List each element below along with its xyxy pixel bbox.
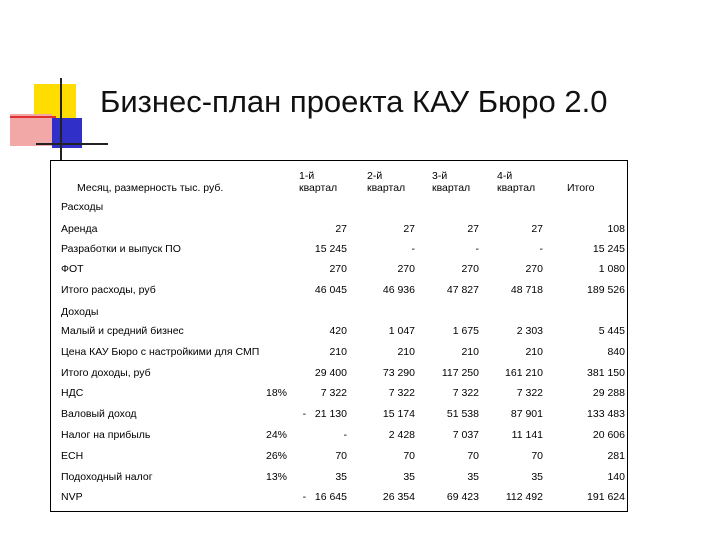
table-cell: 15 245	[592, 243, 625, 255]
table-cell: 51 538	[446, 408, 479, 420]
table-cell: 27	[531, 223, 543, 235]
table-cell: 7 322	[516, 387, 543, 399]
table-cell: -	[411, 243, 415, 255]
table-cell: 270	[525, 263, 543, 275]
row-rate: 24%	[266, 429, 288, 441]
row-rate: 13%	[266, 471, 288, 483]
table-cell: - 16 645	[302, 491, 347, 503]
table-cell: 70	[335, 450, 347, 462]
table-cell: 210	[329, 346, 347, 358]
row-label: Цена КАУ Бюро с настройкими для СМП	[61, 346, 260, 358]
table-cell: 270	[397, 263, 415, 275]
table-cell: 2 303	[516, 325, 543, 337]
table-cell: 2 428	[388, 429, 415, 441]
table-cell: 70	[403, 450, 415, 462]
row-label: Расходы	[61, 201, 104, 213]
column-header: 2-й квартал	[367, 170, 406, 194]
decor-red-line	[10, 116, 56, 118]
table-cell: 381 150	[587, 367, 625, 379]
table-cell: 7 322	[320, 387, 347, 399]
table-cell: 117 250	[441, 367, 479, 379]
table-header-label: Месяц, размерность тыс. руб.	[77, 182, 224, 194]
table-cell: 210	[525, 346, 543, 358]
table-cell: 1 675	[452, 325, 479, 337]
row-label: Подоходный налог	[61, 471, 153, 483]
table-cell: -	[343, 429, 347, 441]
table-cell: 1 080	[598, 263, 625, 275]
table-cell: 5 445	[598, 325, 625, 337]
table-cell: 420	[329, 325, 347, 337]
table-cell: 15 174	[382, 408, 415, 420]
table-cell: 35	[335, 471, 347, 483]
row-label: Малый и средний бизнес	[61, 325, 184, 337]
row-rate: 26%	[266, 450, 288, 462]
table-cell: 27	[403, 223, 415, 235]
table-cell: 140	[607, 471, 625, 483]
page-title: Бизнес-план проекта КАУ Бюро 2.0	[100, 84, 608, 119]
table-cell: 70	[467, 450, 479, 462]
table-cell: 46 936	[382, 284, 415, 296]
table-cell: 46 045	[314, 284, 347, 296]
table-cell: 191 624	[587, 491, 625, 503]
row-label: Итого расходы, руб	[61, 284, 156, 296]
table-cell: 840	[607, 346, 625, 358]
table-cell: 35	[403, 471, 415, 483]
table-cell: 210	[461, 346, 479, 358]
table-cell: 210	[397, 346, 415, 358]
table-cell: 69 423	[446, 491, 479, 503]
table-cell: 1 047	[388, 325, 415, 337]
row-label: Доходы	[61, 306, 99, 318]
table-cell: 15 245	[314, 243, 347, 255]
table-cell: 281	[607, 450, 625, 462]
table-cell: 7 037	[452, 429, 479, 441]
column-header: 4-й квартал	[497, 170, 536, 194]
table-cell: 35	[467, 471, 479, 483]
table-cell: 112 492	[505, 491, 543, 503]
decor-vertical-line	[60, 78, 62, 160]
column-header: Итого	[567, 182, 595, 194]
decor-horizontal-line	[36, 143, 108, 145]
table-cell: 47 827	[446, 284, 479, 296]
table-cell: 189 526	[587, 284, 625, 296]
row-label: ЕСН	[61, 450, 84, 462]
row-label: Налог на прибыль	[61, 429, 151, 441]
table-cell: 108	[607, 223, 625, 235]
table-cell: 27	[335, 223, 347, 235]
table-cell: -	[475, 243, 479, 255]
table-cell: 270	[461, 263, 479, 275]
row-label: ФОТ	[61, 263, 84, 275]
table-cell: 70	[531, 450, 543, 462]
decor-red-square	[10, 114, 52, 146]
table-cell: 270	[329, 263, 347, 275]
table-cell: 161 210	[505, 367, 543, 379]
table-cell: 20 606	[592, 429, 625, 441]
table-cell: 11 141	[511, 429, 543, 441]
business-plan-table	[50, 160, 628, 512]
row-label: Итого доходы, руб	[61, 367, 151, 379]
table-cell: 29 400	[314, 367, 347, 379]
column-header: 3-й квартал	[432, 170, 471, 194]
table-cell: 87 901	[510, 408, 543, 420]
table-cell: - 21 130	[302, 408, 347, 420]
table-cell: 133 483	[587, 408, 625, 420]
table-cell: 29 288	[592, 387, 625, 399]
row-label: Разработки и выпуск ПО	[61, 243, 181, 255]
row-label: НДС	[61, 387, 84, 399]
row-label: Валовый доход	[61, 408, 137, 420]
table-cell: 73 290	[382, 367, 415, 379]
table-cell: 35	[531, 471, 543, 483]
table-cell: 7 322	[388, 387, 415, 399]
row-label: NVP	[61, 491, 83, 503]
table-cell: 27	[467, 223, 479, 235]
table-cell: -	[539, 243, 543, 255]
table-cell: 26 354	[382, 491, 415, 503]
table-cell: 7 322	[452, 387, 479, 399]
row-label: Аренда	[61, 223, 98, 235]
row-rate: 18%	[266, 387, 288, 399]
table-cell: 48 718	[510, 284, 543, 296]
column-header: 1-й квартал	[299, 170, 338, 194]
